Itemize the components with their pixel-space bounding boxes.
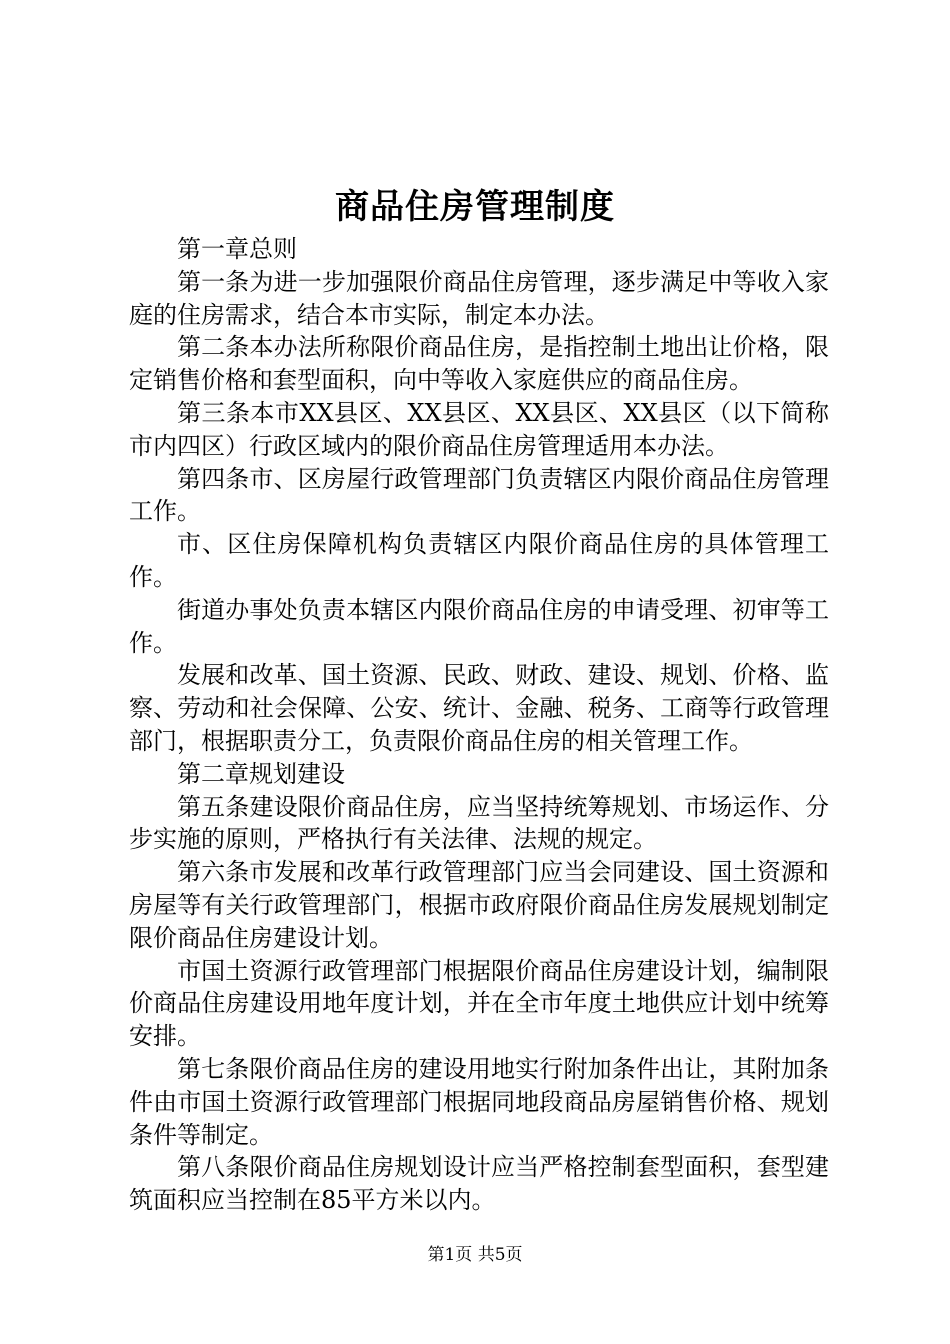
article-paragraph: 第七条限价商品住房的建设用地实行附加条件出让，其附加条件由市国土资源行政管理部门根据同地段商品房屋销售价格、规划条件等制定。 bbox=[129, 1054, 829, 1149]
document-body bbox=[129, 233, 829, 1217]
article-paragraph: 第八条限价商品住房规划设计应当严格控制套型面积，套型建筑面积应当控制在85平方米以内。 bbox=[129, 1153, 829, 1215]
document-title: 商品住房管理制度 bbox=[335, 187, 615, 227]
article-paragraph: 市、区住房保障机构负责辖区内限价商品住房的具体管理工作。 bbox=[129, 530, 829, 591]
page-footer: 第1页 共5页 bbox=[427, 1245, 523, 1265]
article-paragraph: 第二条本办法所称限价商品住房，是指控制土地出让价格，限定销售价格和套型面积，向中等收入家庭供应的商品住房。 bbox=[129, 333, 829, 395]
article-paragraph: 第六条市发展和改革行政管理部门应当会同建设、国土资源和房屋等有关行政管理部门，根据市政府限价商品住房发展规划制定限价商品住房建设计划。 bbox=[129, 858, 829, 952]
article-paragraph: 第五条建设限价商品住房，应当坚持统筹规划、市场运作、分步实施的原则，严格执行有关法律、法规的规定。 bbox=[129, 792, 829, 854]
article-paragraph: 街道办事处负责本辖区内限价商品住房的申请受理、初审等工作。 bbox=[129, 595, 829, 657]
article-paragraph: 市国土资源行政管理部门根据限价商品住房建设计划，编制限价商品住房建设用地年度计划，并在全市年度土地供应计划中统筹安排。 bbox=[129, 956, 829, 1051]
article-paragraph: 第三条本市XX县区、XX县区、XX县区、XX县区（以下简称市内四区）行政区域内的限价商品住房管理适用本办法。 bbox=[129, 398, 829, 460]
article-paragraph: 发展和改革、国土资源、民政、财政、建设、规划、价格、监察、劳动和社会保障、公安、统计、金融、税务、工商等行政管理部门，根据职责分工，负责限价商品住房的相关管理工作。 bbox=[129, 661, 829, 755]
chapter-heading: 第一章总则 bbox=[177, 235, 297, 263]
article-paragraph: 第一条为进一步加强限价商品住房管理，逐步满足中等收入家庭的住房需求，结合本市实际，制定本办法。 bbox=[129, 267, 829, 329]
article-paragraph: 第四条市、区房屋行政管理部门负责辖区内限价商品住房管理工作。 bbox=[129, 464, 829, 526]
chapter-heading: 第二章规划建设 bbox=[177, 759, 345, 788]
